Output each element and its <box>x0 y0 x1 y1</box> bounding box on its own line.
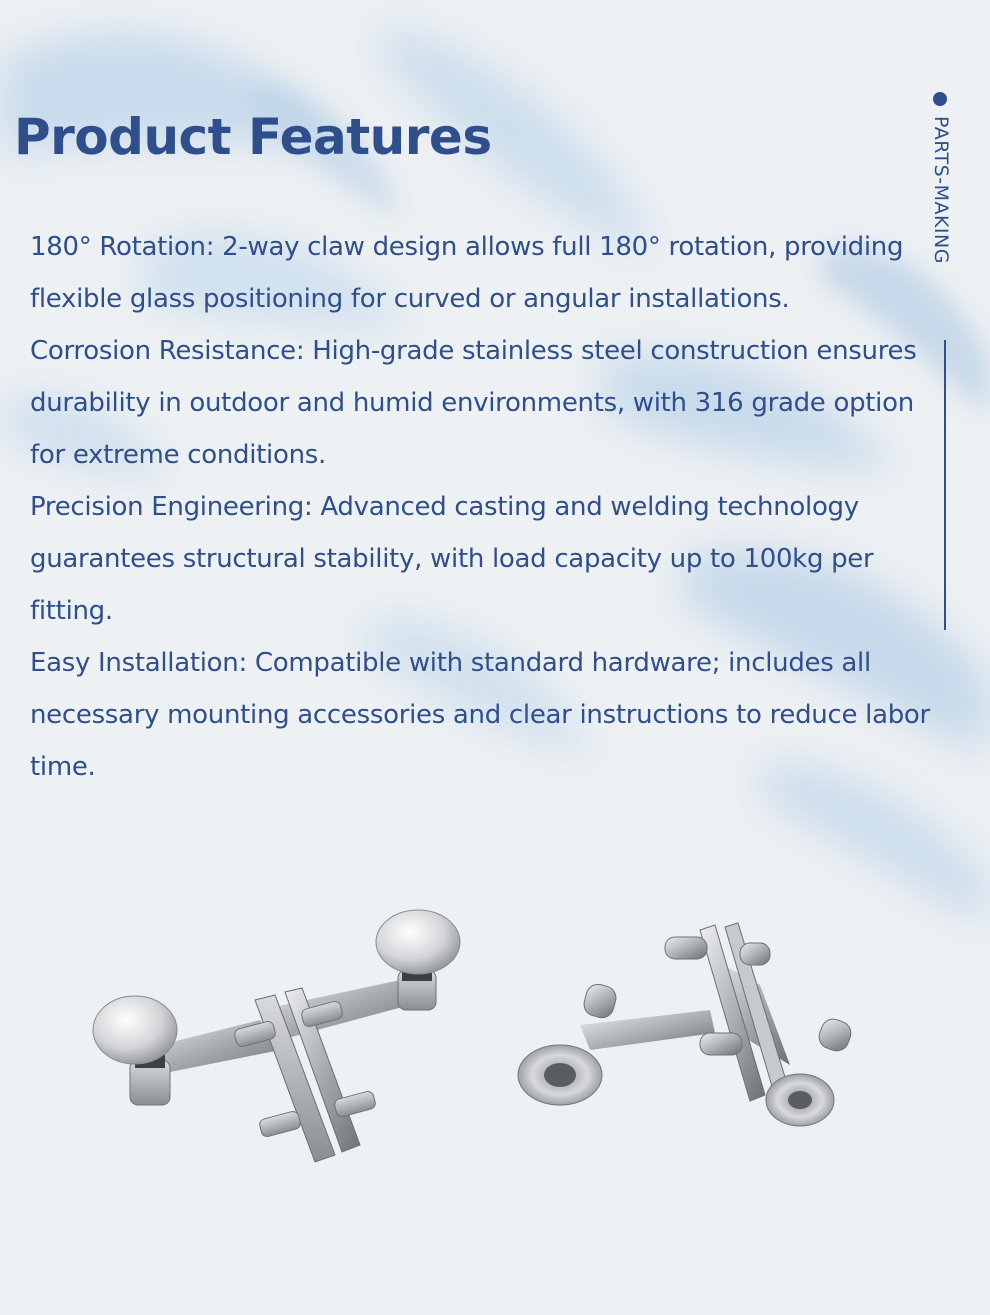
spider-fitting-right-image <box>510 915 870 1155</box>
feature-precision-engineering: Precision Engineering: Advanced casting and welding technology guarantees structural stability, with load capacity up to 100kg per fitting. <box>30 492 874 626</box>
feature-list <box>30 221 945 793</box>
feature-easy-installation: Easy Installation: Compatible with standard hardware; includes all necessary mounting accessories and clear instructions to reduce labor time. <box>30 648 930 782</box>
page-title: Product Features <box>14 108 492 166</box>
bullet-dot-icon <box>933 92 947 106</box>
feature-rotation: 180° Rotation: 2-way claw design allows full 180° rotation, providing flexible glass positioning for curved or angular installations. <box>30 232 904 314</box>
feature-corrosion-resistance: Corrosion Resistance: High-grade stainless steel construction ensures durability in outdoor and humid environments, with 316 grade option for extreme conditions. <box>30 336 917 470</box>
side-label: PARTS-MAKING <box>930 116 952 264</box>
spider-fitting-left-image <box>80 900 480 1180</box>
